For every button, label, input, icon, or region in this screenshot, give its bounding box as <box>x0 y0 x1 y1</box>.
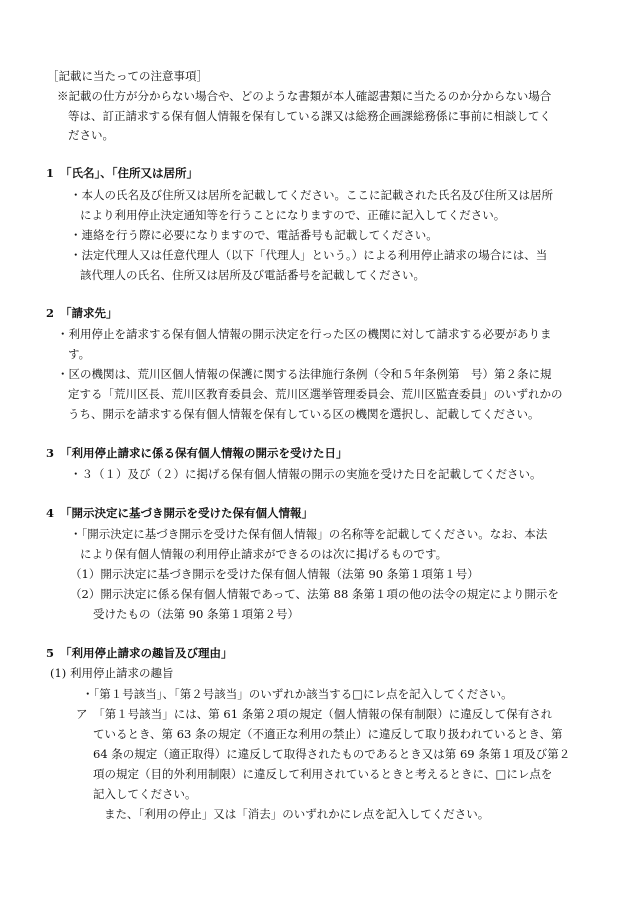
section-3-number: 3 <box>46 446 55 460</box>
section-4-number: 4 <box>46 506 55 520</box>
section-2-number: 2 <box>46 306 55 320</box>
section-1-line-4: ・法定代理人又は任意代理人（以下「代理人」という。）による利用停止請求の場合には、当 <box>70 248 548 262</box>
section-1-number: 1 <box>46 166 55 180</box>
section-2-title: 「請求先」 <box>60 306 118 320</box>
section-5-line-2: ア 「第１号該当」には、第 61 条第２項の規定（個人情報の保有制限）に違反して保有され <box>76 707 553 721</box>
section-2-line-1: ・利用停止を請求する保有個人情報の開示決定を行った区の機関に対して請求する必要がありま <box>57 327 552 341</box>
section-1-line-1: ・本人の氏名及び住所又は居所を記載してください。ここに記載された氏名及び住所又は居所 <box>70 188 553 202</box>
section-5-line-7: また、「利用の停止」又は「消去」のいずれかにレ点を記入してください。 <box>104 807 490 821</box>
section-4-line-2: により保有個人情報の利用停止請求ができるのは次に掲げるものです。 <box>80 547 448 561</box>
section-2-line-2: す。 <box>68 347 91 361</box>
section-5-line-6: 記入してください。 <box>93 787 197 801</box>
intro-line-1: ※記載の仕方が分からない場合や、どのような書類が本人確認書類に当たるのか分からない場合 <box>57 89 552 103</box>
section-1-line-2: により利用停止決定通知等を行うことになりますので、正確に記入してください。 <box>80 208 506 222</box>
section-1-title: 「氏名」、「住所又は居所」 <box>60 166 198 180</box>
section-4-line-5: 受けたもの（法第 90 条第１項第２号） <box>93 607 299 621</box>
section-5-subheading: (1) 利用停止請求の趣旨 <box>50 666 174 680</box>
section-2-line-4: 定する「荒川区長、荒川区教育委員会、荒川区選挙管理委員会、荒川区監査委員」のいずれかの <box>68 387 563 401</box>
section-3-title: 「利用停止請求に係る保有個人情報の開示を受けた日」 <box>60 446 348 460</box>
section-3-line-1: ・３（１）及び（２）に掲げる保有個人情報の開示の実施を受けた日を記載してください。 <box>70 467 542 481</box>
section-2-line-3: ・区の機関は、荒川区個人情報の保護に関する法律施行条例（令和５年条例第 号）第２条に規 <box>57 367 552 381</box>
section-5-line-3: ているとき、第 63 条の規定（不適正な利用の禁止）に違反して取り扱われているとき、第 <box>93 727 563 741</box>
section-5-line-5: 項の規定（目的外利用制限）に違反して利用されているときと考えるときに、□にレ点を <box>93 767 553 781</box>
section-1-line-3: ・連絡を行う際に必要になりますので、電話番号も記載してください。 <box>70 228 438 242</box>
notes-header: ［記載に当たっての注意事項］ <box>47 69 208 83</box>
intro-line-2: 等は、訂正請求する保有個人情報を保有している課又は総務企画課総務係に事前に相談してく <box>68 109 551 123</box>
section-5-number: 5 <box>46 646 55 660</box>
section-1-line-5: 該代理人の氏名、住所又は居所及び電話番号を記載してください。 <box>80 268 425 282</box>
section-5-title: 「利用停止請求の趣旨及び理由」 <box>60 646 233 660</box>
section-5-line-1: ・「第１号該当」、「第２号該当」のいずれか該当する□にレ点を記入してください。 <box>82 687 513 701</box>
section-5-line-4: 64 条の規定（適正取得）に違反して取得されたものであるとき又は第 69 条第１項及び第２ <box>93 747 571 761</box>
section-4-line-3: （1）開示決定に基づき開示を受けた保有個人情報（法第 90 条第１項第１号） <box>70 567 479 581</box>
section-4-title: 「開示決定に基づき開示を受けた保有個人情報」 <box>60 506 313 520</box>
section-4-line-4: （2）開示決定に係る保有個人情報であって、法第 88 条第１項の他の法令の規定により開示を <box>70 587 559 601</box>
section-2-line-5: うち、開示を請求する保有個人情報を保有している区の機関を選択し、記載してください。 <box>68 407 540 421</box>
intro-line-3: ださい。 <box>68 128 114 142</box>
section-4-line-1: ・「開示決定に基づき開示を受けた保有個人情報」の名称等を記載してください。なお、本法 <box>70 527 548 541</box>
